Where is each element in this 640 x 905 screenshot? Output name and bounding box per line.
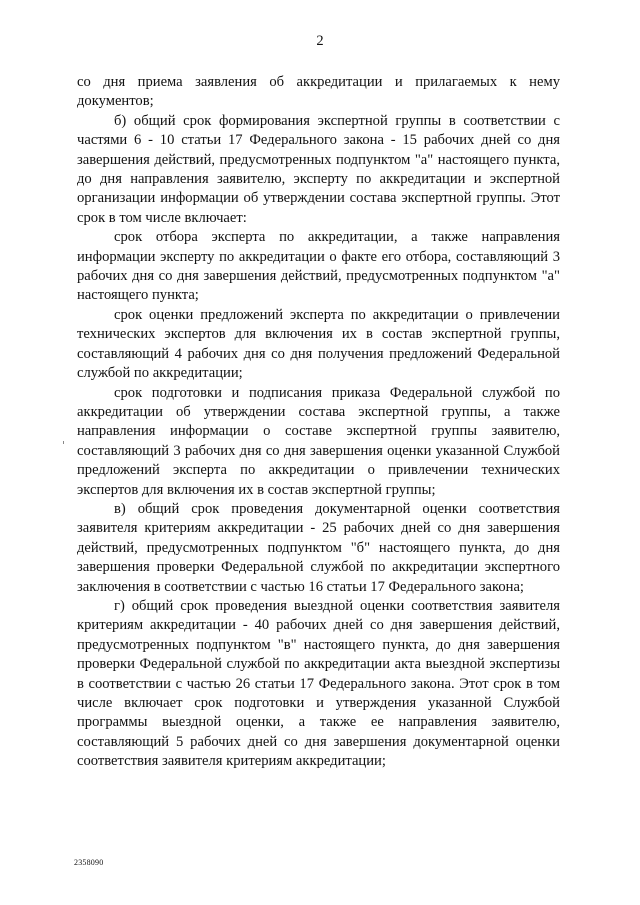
- paragraph-item-g: г) общий срок проведения выездной оценки соответствия заявителя критериям аккредитации - 40 рабочих дней со дня завершения действий, предусмотренных подпунктом "в" настоящего пункта, до дня завершения проверки Федеральной службой по аккредитации акта выездной экспертизы в соответствии с частью 26 статьи 17 Федерального закона. Этот срок в том числе включает срок подготовки и утверждения указанной Службой программы выездной оценки, а также ее направления заявителю, составляющий 5 рабочих дней со дня завершения документарной оценки соответствия заявителя критериям аккредитации;: [77, 597, 560, 770]
- document-body: [77, 73, 560, 772]
- paragraph-item-b: б) общий срок формирования экспертной группы в соответствии с частями 6 - 10 статьи 17 Федерального закона - 15 рабочих дней со дня завершения действий, предусмотренных подпунктом "а" настоящего пункта, до дня направления заявителю, эксперту по аккредитации и экспертной организации информации об утверждении состава экспертной группы. Этот срок в том числе включает:: [77, 112, 560, 226]
- paragraph-proposal-evaluation: срок оценки предложений эксперта по аккредитации о привлечении технических экспертов для включения их в состав экспертной группы, составляющий 4 рабочих дня со дня получения предложений Федеральной службой по аккредитации;: [77, 306, 560, 382]
- paragraph-expert-selection: срок отбора эксперта по аккредитации, а также направления информации эксперту по аккредитации о факте его отбора, составляющий 3 рабочих дня со дня завершения действий, предусмотренных подпунктом "а" настоящего пункта;: [77, 229, 560, 304]
- page-number: 2: [316, 33, 324, 49]
- document-id: 2358090: [74, 858, 104, 867]
- paragraph-continuation: со дня приема заявления об аккредитации и прилагаемых к нему документов;: [77, 74, 560, 110]
- paragraph-order-preparation: срок подготовки и подписания приказа Федеральной службой по аккредитации об утверждении состава экспертной группы, а также направления информации о составе экспертной группы заявителю, составляющий 3 рабочих дня со дня завершения оценки указанной Службой предложений эксперта по аккредитации о привлечении технических экспертов для включения их в состав экспертной группы;: [77, 384, 560, 498]
- paragraph-item-v: в) общий срок проведения документарной оценки соответствия заявителя критериям аккредитации - 25 рабочих дней со дня завершения действий, предусмотренных подпунктом "б" настоящего пункта, до дня завершения проверки Федеральной службой по аккредитации экспертного заключения в соответствии с частью 16 статьи 17 Федерального закона;: [77, 500, 560, 595]
- margin-mark: [63, 441, 64, 444]
